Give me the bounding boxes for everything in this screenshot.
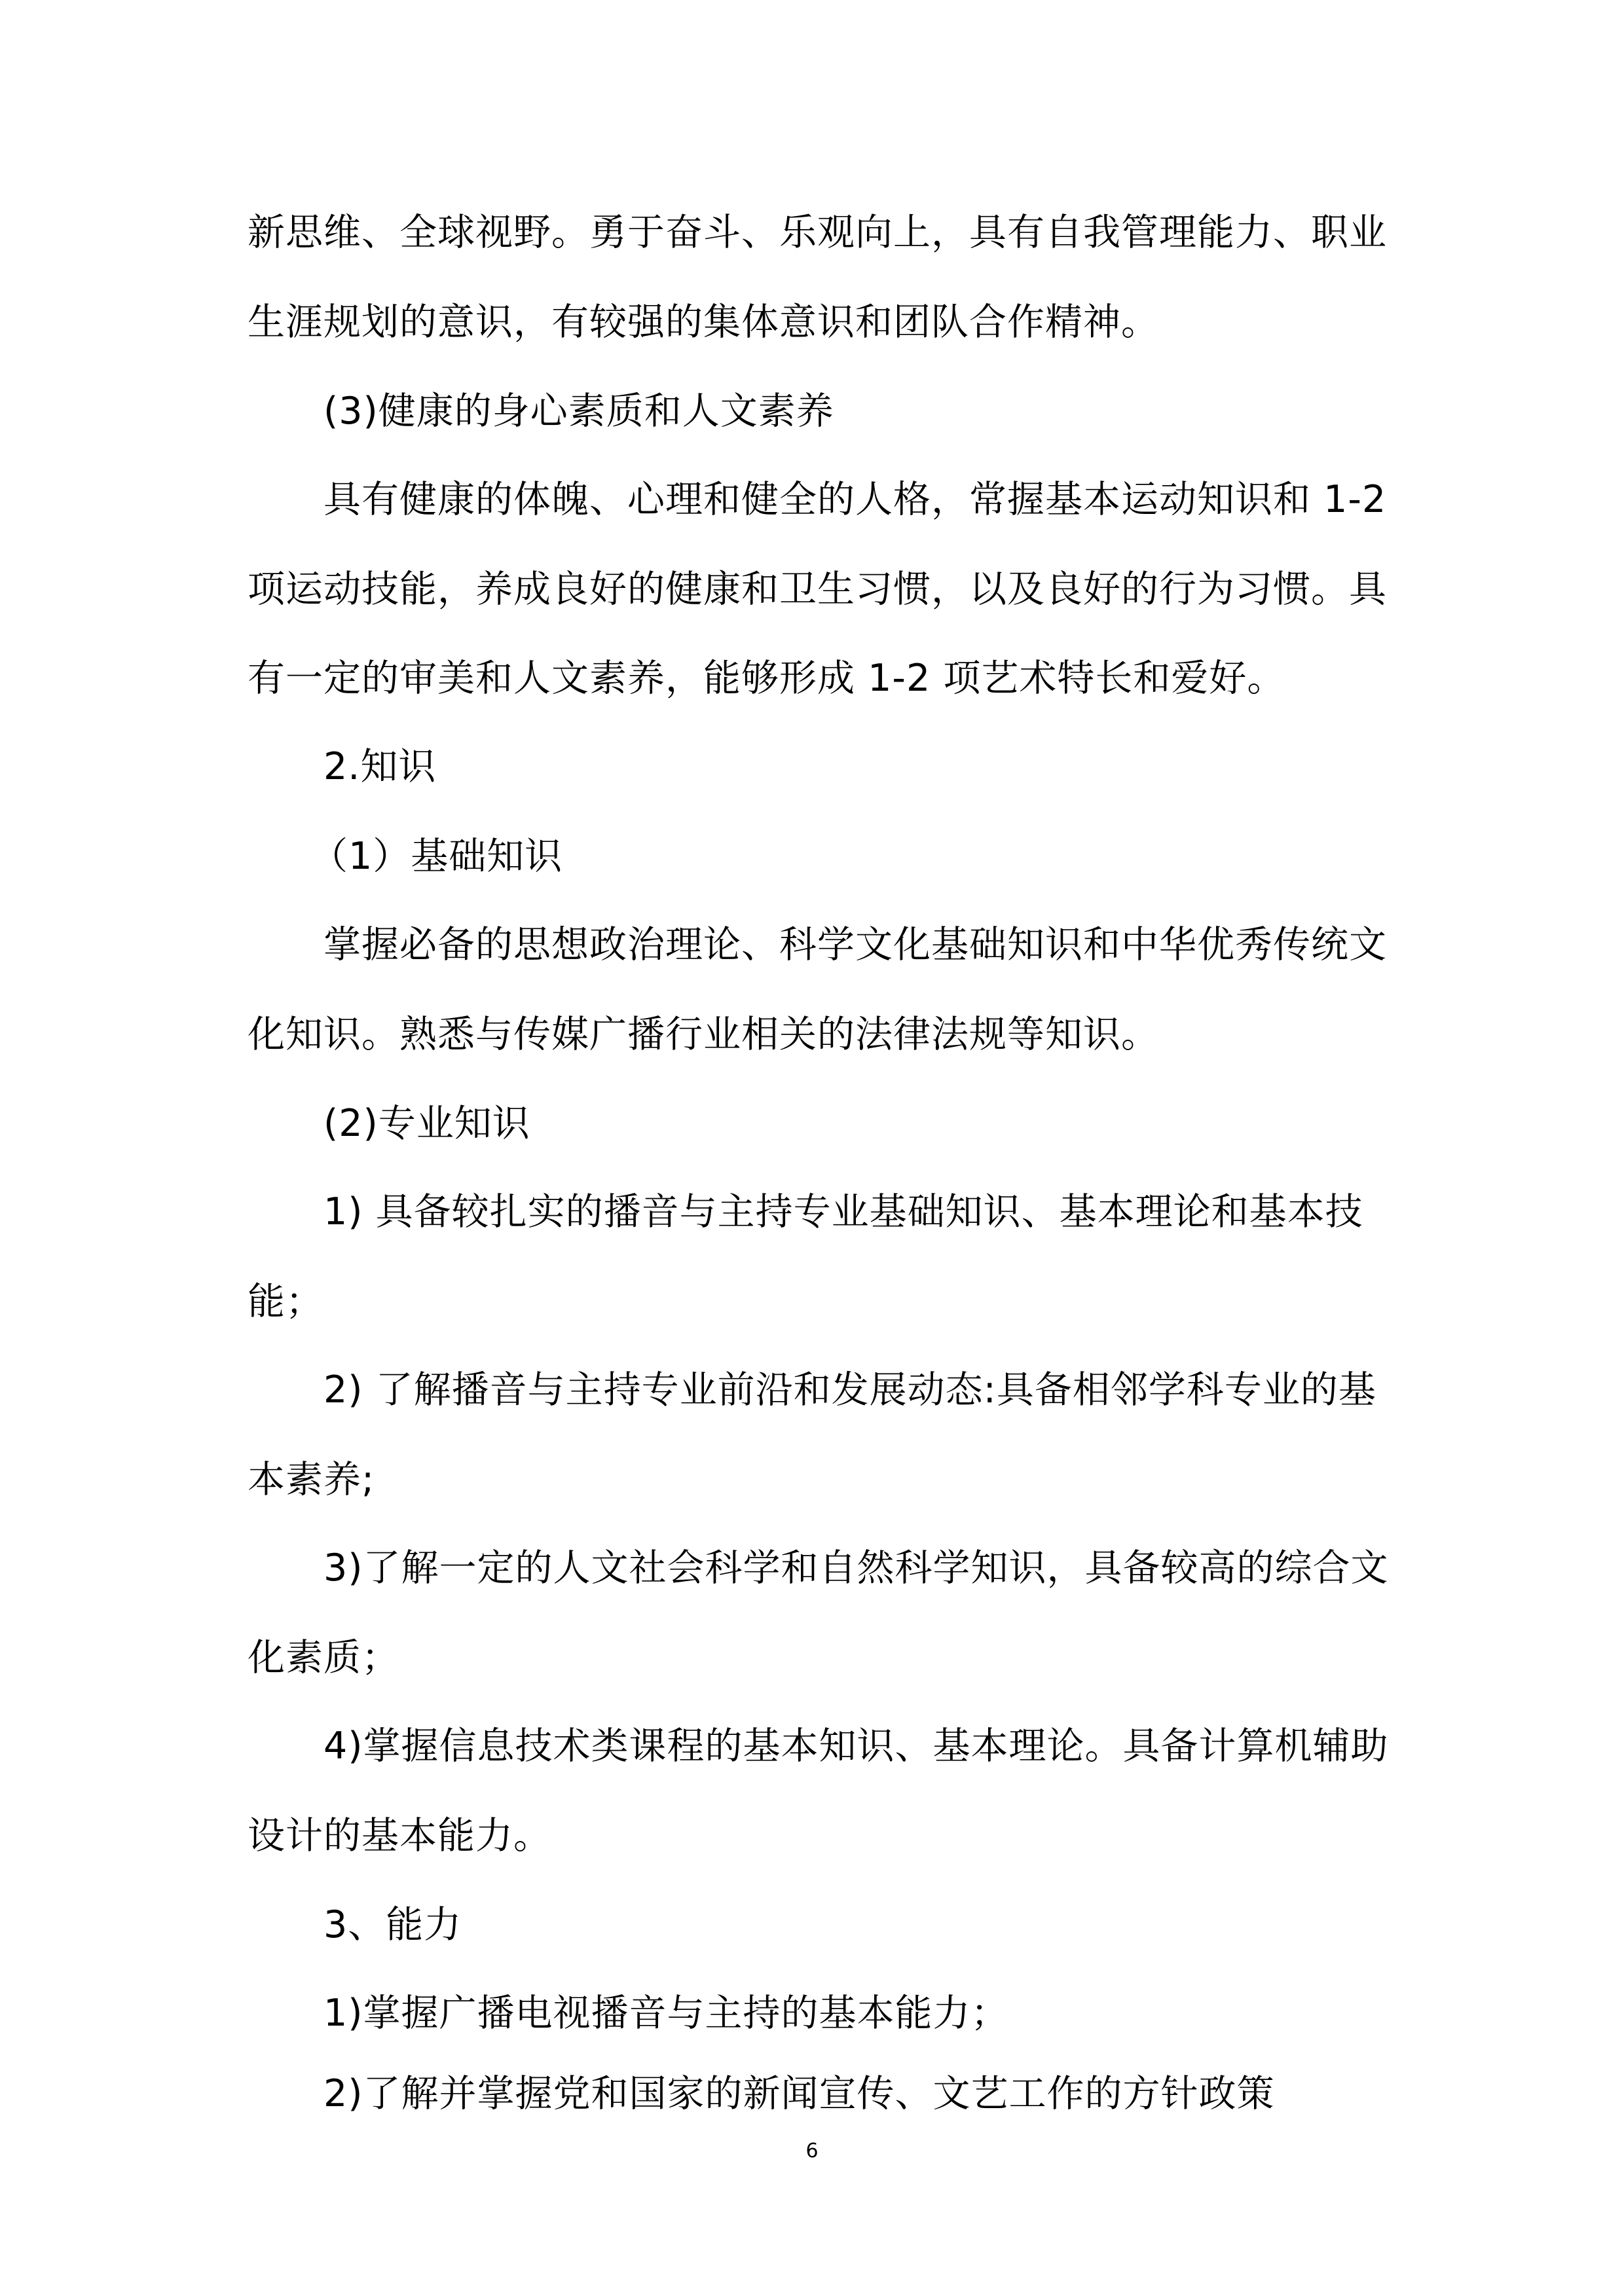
text-line: 具有健康的体魄、心理和健全的人格，常握基本运动知识和 1-2 [323, 478, 1387, 521]
text-line: 化素质； [248, 1636, 399, 1679]
text-line: 生涯规划的意识，有较强的集体意识和团队合作精神。 [248, 301, 1159, 344]
text-line: 能； [248, 1280, 323, 1323]
text-line: 项运动技能，养成良好的健康和卫生习惯，以及良好的行为习惯。具 [248, 568, 1387, 611]
text-line: 3)了解一定的人文社会科学和自然科学知识，具备较高的综合文 [323, 1546, 1389, 1590]
text-line: 2)了解并掌握党和国家的新闻宣传、文艺工作的方针政策 [323, 2072, 1275, 2115]
text-line: 1) 具备较扎实的播音与主持专业基础知识、基本理论和基本技 [323, 1190, 1363, 1233]
text-line: 有一定的审美和人文素养，能够形成 1-2 项艺术特长和爱好。 [248, 657, 1285, 700]
section-heading: 2.知识 [323, 745, 437, 788]
section-heading: （1）基础知识 [310, 835, 563, 878]
text-line: 化知识。熟悉与传媒广播行业相关的法律法规等知识。 [248, 1013, 1159, 1056]
text-line: 设计的基本能力。 [248, 1814, 551, 1857]
page-number: 6 [805, 2140, 819, 2162]
text-line: 掌握必备的思想政治理论、科学文化基础知识和中华优秀传统文 [323, 923, 1387, 966]
text-line: 1)掌握广播电视播音与主持的基本能力； [323, 1992, 1009, 2035]
text-line: 4)掌握信息技术类课程的基本知识、基本理论。具备计算机辅助 [323, 1724, 1389, 1768]
text-line: 本素养; [248, 1458, 375, 1501]
section-heading: (3)健康的身心素质和人文素养 [323, 390, 834, 433]
section-heading: 3、能力 [323, 1903, 462, 1946]
text-line: 2) 了解播音与主持专业前沿和发展动态:具备相邻学科专业的基 [323, 1368, 1376, 1412]
section-heading: (2)专业知识 [323, 1102, 530, 1145]
text-line: 新思维、全球视野。勇于奋斗、乐观向上，具有自我管理能力、职业 [248, 211, 1387, 254]
